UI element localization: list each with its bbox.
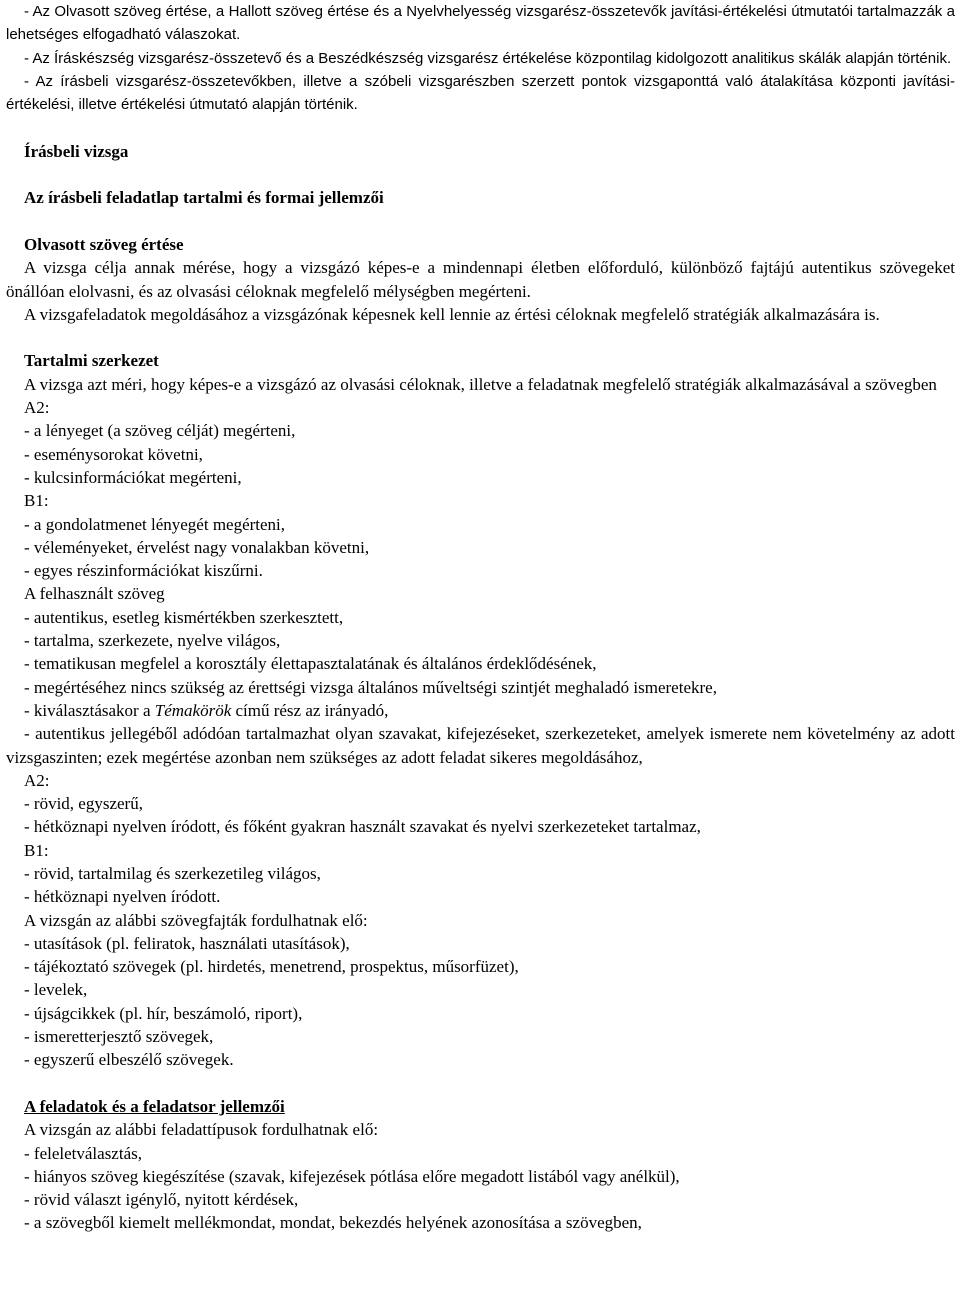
tasks-intro: A vizsgán az alábbi feladattípusok fordulhatnak elő: (24, 1120, 379, 1140)
intro-paragraph-2: - Az Íráskészség vizsgarész-összetevő és a Beszédkészség vizsgarész értékelése központilag kidolgozott analitikus skálák alapján történik. (24, 49, 952, 67)
list-item: - rövid választ igénylő, nyitott kérdések, (24, 1190, 299, 1210)
list-item: - rövid, egyszerű, (24, 794, 143, 814)
level-label-b1: B1: (24, 491, 49, 511)
topics-pre: - kiválasztásakor a (24, 700, 155, 720)
spacer (6, 116, 955, 139)
list-item-topics (6, 699, 955, 722)
list-item: - utasítások (pl. feliratok, használati utasítások), (24, 933, 350, 953)
list-item: - egyes részinformációkat kiszűrni. (24, 561, 263, 581)
list-item: - rövid, tartalmilag és szerkezetileg világos, (24, 863, 321, 883)
list-item: - megértéséhez nincs szükség az érettségi vizsga általános műveltségi szintjét meghaladó ismeretekre, (24, 677, 717, 697)
topics-italic: Témakörök (154, 700, 232, 720)
heading-written-exam: Írásbeli vizsga (24, 141, 129, 161)
authentic-note: - autentikus jellegéből adódóan tartalmazhat olyan szavakat, kifejezéseket, szerkezeteket, amelyek ismerete nem követelmény az adott vizsgaszinten; ezek megértése azonban nem szükséges az adott feladat sikeres megoldásához, (6, 724, 955, 767)
list-item: - autentikus, esetleg kismértékben szerkesztett, (24, 607, 344, 627)
spacer (6, 210, 955, 233)
list-item: - ismeretterjesztő szövegek, (24, 1027, 214, 1047)
reading-paragraph-1: A vizsga célja annak mérése, hogy a vizsgázó képes-e a mindennapi életben előforduló, különböző fajtájú autentikus szövegeket önállóan elolvasni, és az olvasási céloknak megfelelő mélységben megérteni. (6, 258, 955, 301)
spacer (6, 326, 955, 349)
heading-reading: Olvasott szöveg értése (24, 234, 184, 254)
heading-tasks: A feladatok és a feladatsor jellemzői (24, 1096, 285, 1116)
list-item: - újságcikkek (pl. hír, beszámoló, riport), (24, 1003, 303, 1023)
intro-paragraph-1: - Az Olvasott szöveg értése, a Hallott szöveg értése és a Nyelvhelyesség vizsgarész-összetevők javítási-értékelési útmutatói tartalmazzák a lehetséges elfogadható válaszokat. (6, 3, 955, 44)
heading-written-paper: Az írásbeli feladatlap tartalmi és formai jellemzői (24, 188, 384, 208)
text-types-label: A vizsgán az alábbi szövegfajták fordulhatnak elő: (24, 910, 368, 930)
level-label-b1: B1: (24, 840, 49, 860)
list-item: - hétköznapi nyelven íródott. (24, 887, 221, 907)
heading-content-structure: Tartalmi szerkezet (24, 351, 159, 371)
intro-paragraph-3: - Az írásbeli vizsgarész-összetevőkben, illetve a szóbeli vizsgarészben szerzett pontok vizsgaponttá való átalakítása központi javítási-értékelési, illetve értékelési útmutató alapján történik. (6, 72, 955, 114)
list-item: - tartalma, szerkezete, nyelve világos, (24, 631, 281, 651)
list-item: - hiányos szöveg kiegészítése (szavak, kifejezések pótlása előre megadott listából vagy anélkül), (24, 1166, 680, 1186)
level-label-a2: A2: (24, 398, 50, 418)
list-item: - a gondolatmenet lényegét megérteni, (24, 514, 286, 534)
list-item: - levelek, (24, 980, 88, 1000)
level-label-a2: A2: (24, 770, 50, 790)
text-used-label: A felhasznált szöveg (24, 584, 165, 604)
list-item: - hétköznapi nyelven íródott, és főként gyakran használt szavakat és nyelvi szerkezeteket tartalmaz, (24, 817, 701, 837)
spacer (6, 163, 955, 186)
list-item: - egyszerű elbeszélő szövegek. (24, 1050, 234, 1070)
structure-intro: A vizsga azt méri, hogy képes-e a vizsgázó az olvasási céloknak, illetve a feladatnak megfelelő stratégiák alkalmazásával a szövegben (24, 374, 937, 394)
list-item: - tájékoztató szövegek (pl. hirdetés, menetrend, prospektus, műsorfüzet), (24, 957, 519, 977)
list-item: - feleletválasztás, (24, 1143, 142, 1163)
list-item: - véleményeket, érvelést nagy vonalakban követni, (24, 537, 370, 557)
reading-paragraph-2: A vizsgafeladatok megoldásához a vizsgázónak képesnek kell lennie az értési céloknak megfelelő stratégiák alkalmazására is. (24, 304, 880, 324)
topics-post: című rész az irányadó, (231, 700, 389, 720)
list-item: - a szövegből kiemelt mellékmondat, mondat, bekezdés helyének azonosítása a szövegben, (24, 1213, 642, 1233)
list-item: - a lényeget (a szöveg célját) megérteni, (24, 421, 296, 441)
list-item: - tematikusan megfelel a korosztály élettapasztalatának és általános érdeklődésének, (24, 654, 597, 674)
list-item: - kulcsinformációkat megérteni, (24, 467, 242, 487)
list-item: - eseménysorokat követni, (24, 444, 203, 464)
spacer (6, 1072, 955, 1095)
